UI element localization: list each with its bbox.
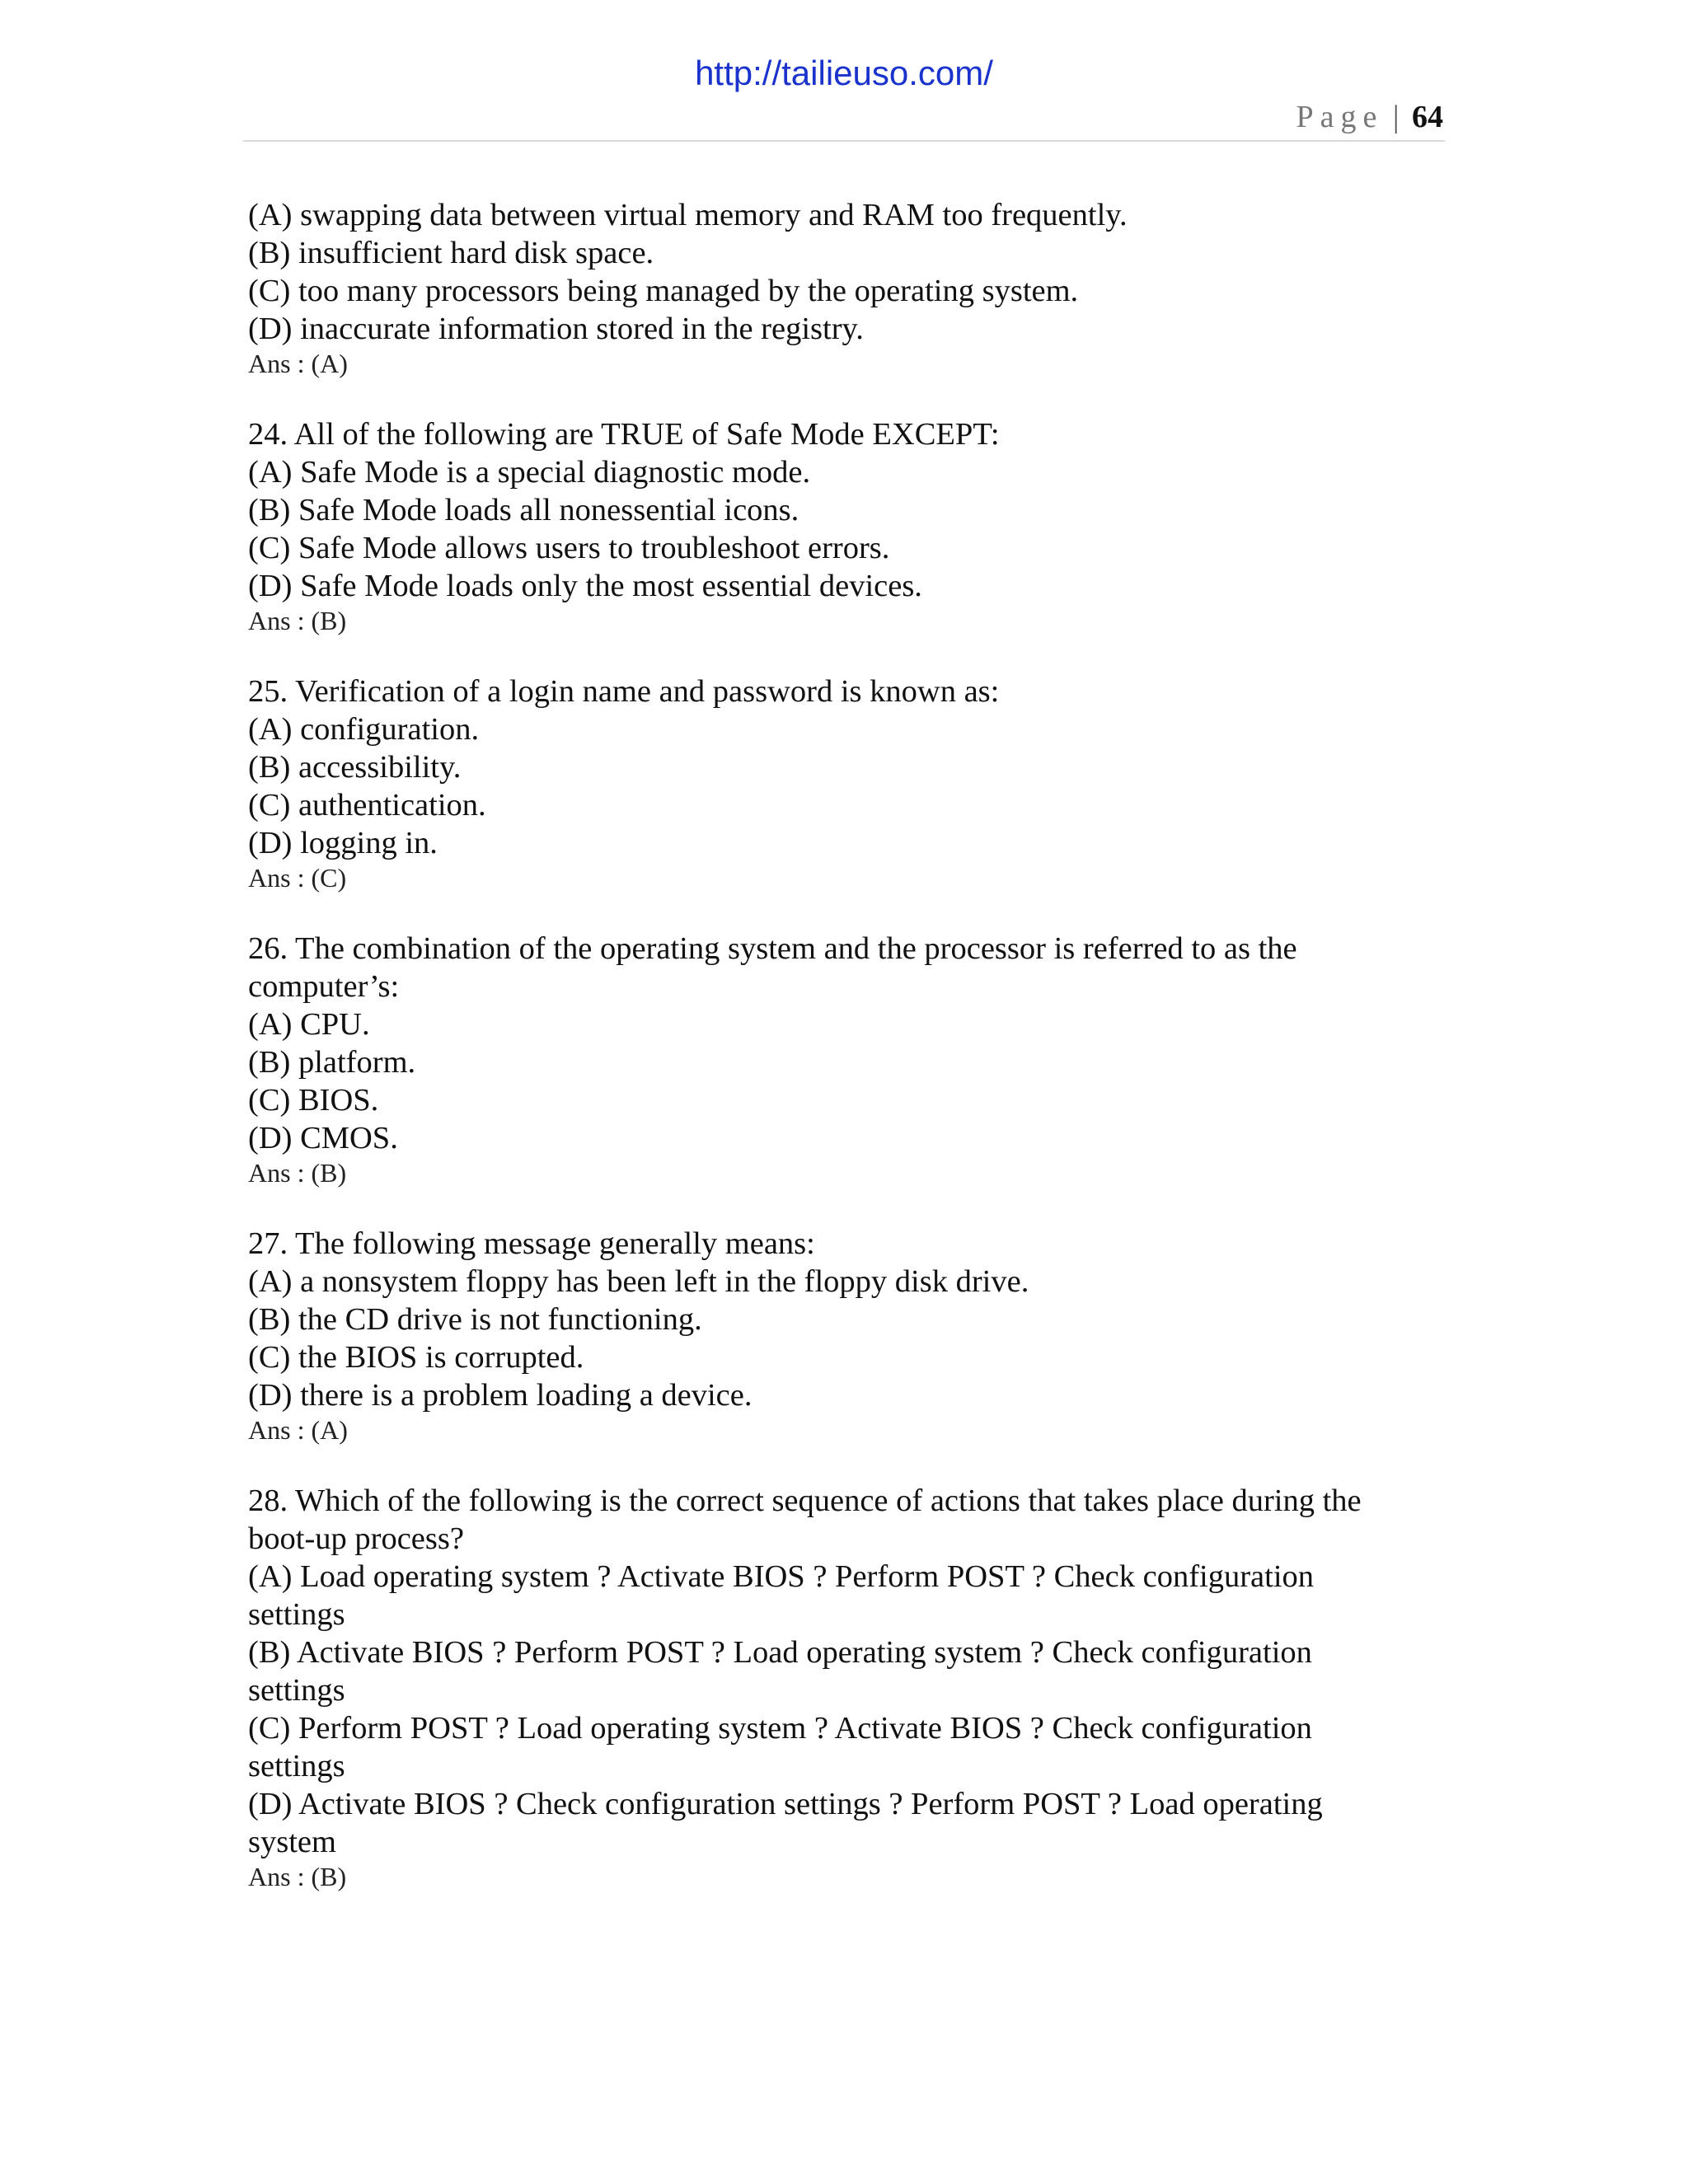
question-block xyxy=(248,415,1435,636)
answer-option: (A) Load operating system ? Activate BIOS ? Perform POST ? Check configuration xyxy=(248,1559,1315,1594)
answer-option: (B) Safe Mode loads all nonessential icons. xyxy=(248,493,799,527)
answer-option: (D) inaccurate information stored in the registry. xyxy=(248,312,864,346)
answer-option: (C) Perform POST ? Load operating system ? Activate BIOS ? Check configuration xyxy=(248,1711,1312,1746)
answer-key: Ans : (A) xyxy=(248,349,348,378)
answer-option: (B) accessibility. xyxy=(248,750,462,785)
answer-option: (D) logging in. xyxy=(248,826,438,860)
page-indicator xyxy=(1296,99,1443,137)
answer-option: settings xyxy=(248,1749,345,1783)
question-text: 26. The combination of the operating system and the processor is referred to as the xyxy=(248,931,1297,966)
answer-option: settings xyxy=(248,1597,345,1632)
answer-key: Ans : (B) xyxy=(248,1158,347,1188)
answer-key: Ans : (A) xyxy=(248,1415,348,1445)
answer-option: (B) insufficient hard disk space. xyxy=(248,236,654,270)
page-separator: | xyxy=(1392,100,1400,134)
question-text: 28. Which of the following is the correct sequence of actions that takes place during the xyxy=(248,1483,1362,1518)
page-number: 64 xyxy=(1412,100,1443,134)
answer-option: (B) Activate BIOS ? Perform POST ? Load operating system ? Check configuration xyxy=(248,1635,1312,1670)
answer-option: settings xyxy=(248,1673,345,1708)
question-block xyxy=(248,930,1435,1188)
answer-option: (A) a nonsystem floppy has been left in the floppy disk drive. xyxy=(248,1264,1029,1299)
answer-key: Ans : (B) xyxy=(248,606,347,635)
answer-option: (A) configuration. xyxy=(248,712,480,747)
answer-key: Ans : (B) xyxy=(248,1862,347,1891)
question-block xyxy=(248,673,1435,893)
question-block xyxy=(248,1482,1435,1892)
question-block xyxy=(248,1225,1435,1446)
answer-option: (D) there is a problem loading a device. xyxy=(248,1378,753,1413)
answer-key: Ans : (C) xyxy=(248,863,347,893)
question-text: 25. Verification of a login name and password is known as: xyxy=(248,674,1000,709)
question-text: boot-up process? xyxy=(248,1521,464,1556)
header-url[interactable]: http://tailieuso.com/ xyxy=(695,54,993,92)
answer-option: system xyxy=(248,1825,336,1859)
answer-option: (A) swapping data between virtual memory and RAM too frequently. xyxy=(248,198,1128,232)
answer-option: (C) BIOS. xyxy=(248,1083,379,1118)
answer-option: (D) CMOS. xyxy=(248,1121,398,1155)
answer-option: (C) too many processors being managed by the operating system. xyxy=(248,274,1079,308)
answer-option: (B) platform. xyxy=(248,1045,416,1080)
answer-option: (D) Safe Mode loads only the most essential devices. xyxy=(248,569,922,603)
question-block xyxy=(248,196,1435,379)
page-label: Page xyxy=(1296,100,1384,134)
answer-option: (D) Activate BIOS ? Check configuration settings ? Perform POST ? Load operating xyxy=(248,1787,1323,1821)
question-text: 24. All of the following are TRUE of Safe Mode EXCEPT: xyxy=(248,417,1000,452)
question-text: computer’s: xyxy=(248,969,400,1004)
answer-option: (B) the CD drive is not functioning. xyxy=(248,1302,702,1337)
answer-option: (C) authentication. xyxy=(248,788,486,823)
question-text: 27. The following message generally means: xyxy=(248,1226,815,1261)
answer-option: (C) Safe Mode allows users to troubleshoot errors. xyxy=(248,531,890,565)
header-rule xyxy=(243,140,1445,142)
answer-option: (A) Safe Mode is a special diagnostic mode. xyxy=(248,455,811,490)
answer-option: (A) CPU. xyxy=(248,1007,370,1042)
document-content xyxy=(248,196,1435,1929)
answer-option: (C) the BIOS is corrupted. xyxy=(248,1340,584,1375)
